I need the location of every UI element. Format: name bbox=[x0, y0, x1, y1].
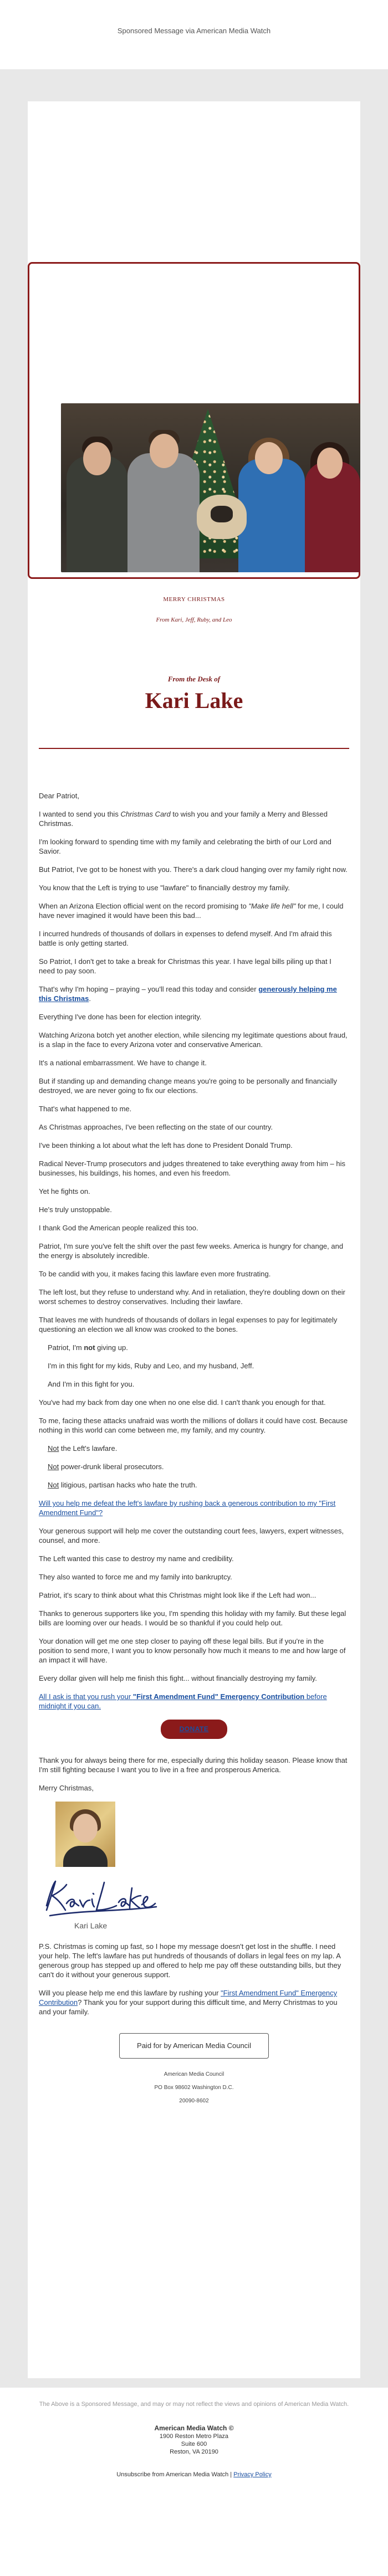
footer-addr-line: Reston, VA 20190 bbox=[170, 2449, 218, 2455]
indented-line: Patriot, I'm not giving up. bbox=[48, 1343, 128, 1352]
paragraph: But Patriot, I've got to be honest with you. There's a dark cloud hanging over my family right now. bbox=[39, 865, 348, 874]
kari-lake-portrait bbox=[55, 1802, 115, 1867]
footer-addr-line: 1900 Reston Metro Plaza bbox=[159, 2433, 229, 2440]
footer-links: Unsubscribe from American Media Watch | Privacy Policy bbox=[116, 2471, 272, 2478]
sponsored-disclaimer: The Above is a Sponsored Message, and may or may not reflect the views and opinions of American Media Watch. bbox=[39, 2401, 349, 2408]
paragraph: I'm looking forward to spending time with my family and celebrating the birth of our Lord and Savior. bbox=[39, 838, 331, 855]
paragraph bbox=[39, 1692, 349, 1711]
paid-zip: 20090-8602 bbox=[179, 2098, 209, 2104]
footer-addr-line: Suite 600 bbox=[181, 2441, 207, 2447]
letter-body bbox=[39, 791, 349, 2105]
footer-org: American Media Watch © bbox=[154, 2424, 234, 2432]
donate-wrap bbox=[39, 1720, 349, 1739]
paid-po-box: PO Box 98602 Washington D.C. bbox=[154, 2085, 234, 2091]
paragraph: As Christmas approaches, I've been reflecting on the state of our country. bbox=[39, 1123, 273, 1131]
indented-line: And I'm in this fight for you. bbox=[48, 1380, 135, 1388]
paragraph: Thank you for always being there for me, especially during this holiday season. Please know that I'm still fighting because I want you to live in a free and prosperous America. bbox=[39, 1756, 348, 1774]
card-caption-names: From Kari, Jeff, Ruby, and Leo bbox=[156, 617, 232, 623]
indented-line: Not litigious, partisan hacks who hate the truth. bbox=[48, 1481, 197, 1489]
paragraph: He's truly unstoppable. bbox=[39, 1205, 112, 1214]
indented-line: Not the Left's lawfare. bbox=[48, 1444, 118, 1453]
donate-link[interactable]: generously helping me this Christmas bbox=[39, 985, 337, 1003]
paid-for-box: Paid for by American Media Council bbox=[119, 2033, 269, 2059]
paragraph: That leaves me with hundreds of thousands of dollars in legal expenses to pay for legitimately questioning an election we all know was crooked to the bones. bbox=[39, 1316, 338, 1333]
unsubscribe-link[interactable]: Unsubscribe from American Media Watch bbox=[116, 2471, 229, 2478]
paragraph: I've been thinking a lot about what the left has done to President Donald Trump. bbox=[39, 1141, 293, 1150]
emergency-contribution-link[interactable]: All I ask is that you rush your "First Amendment Fund" Emergency Contribution before midnight if you can. bbox=[39, 1692, 327, 1710]
paragraph: When an Arizona Election official went on the record promising to "Make life hell" for me, I could have never imagined it would have been this bad... bbox=[39, 902, 344, 920]
paragraph: Your generous support will help me cover the outstanding court fees, lawyers, expert witnesses, counsel, and more. bbox=[39, 1527, 344, 1544]
paragraph: It's a national embarrassment. We have to change it. bbox=[39, 1059, 207, 1067]
greeting: Dear Patriot, bbox=[39, 792, 79, 800]
first-amendment-fund-link[interactable]: Will you help me defeat the left's lawfare by rushing back a generous contribution to my "First Amendment Fund"? bbox=[39, 1499, 336, 1517]
paragraph: Patriot, it's scary to think about what this Christmas might look like if the Left had won... bbox=[39, 1591, 316, 1599]
desk-name-heading: Kari Lake bbox=[145, 688, 243, 713]
paragraph: You've had my back from day one when no one else did. I can't thank you enough for that. bbox=[39, 1398, 326, 1407]
donate-button[interactable]: DONATE bbox=[161, 1720, 228, 1739]
email-card bbox=[28, 101, 360, 2378]
indented-line: I'm in this fight for my kids, Ruby and Leo, and my husband, Jeff. bbox=[48, 1362, 254, 1370]
paragraph: To me, facing these attacks unafraid was worth the millions of dollars it could have cost. Because nothing in this world can come between me, my family, and my country. bbox=[39, 1417, 348, 1434]
paragraph: I incurred hundreds of thousands of dollars in expenses to defend myself. And I'm afraid this battle is only getting started. bbox=[39, 930, 332, 947]
paragraph: I thank God the American people realized this too. bbox=[39, 1224, 198, 1232]
paragraph: That's what happened to me. bbox=[39, 1105, 132, 1113]
postscript: Will you please help me end this lawfare by rushing your "First Amendment Fund" Emergency Contribution? Thank you for your support during this difficult time, and Merry Christmas to you and your family. bbox=[39, 1989, 338, 2016]
paragraph: Everything I've done has been for election integrity. bbox=[39, 1013, 202, 1021]
paragraph: Yet he fights on. bbox=[39, 1187, 90, 1195]
card-caption-title: MERRY CHRISTMAS bbox=[163, 596, 225, 603]
divider bbox=[39, 748, 349, 749]
paragraph: Every dollar given will help me finish this fight... without financially destroying my family. bbox=[39, 1674, 317, 1682]
paragraph: You know that the Left is trying to use "lawfare" to financially destroy my family. bbox=[39, 884, 290, 892]
signature-image bbox=[39, 1871, 161, 1921]
paragraph: Patriot, I'm sure you've felt the shift over the past few weeks. America is hungry for change, and the energy is absolutely incredible. bbox=[39, 1242, 344, 1260]
paragraph: Radical Never-Trump prosecutors and judges threatened to take everything away from him – his businesses, his buildings, his homes, and even his freedom. bbox=[39, 1159, 346, 1177]
desk-from-label: From the Desk of bbox=[167, 675, 221, 683]
paragraph: To be candid with you, it makes facing this lawfare even more frustrating. bbox=[39, 1270, 271, 1278]
signature-name: Kari Lake bbox=[74, 1921, 108, 1930]
paid-org-lines bbox=[39, 2071, 349, 2105]
paragraph: Thanks to generous supporters like you, I'm spending this holiday with my family. But these legal bills are looming over our heads. I would be so thankful if you could help out. bbox=[39, 1609, 346, 1627]
paragraph: So Patriot, I don't get to take a break for Christmas this year. I have legal bills piling up that I need to pay soon. bbox=[39, 957, 331, 975]
family-photo bbox=[61, 403, 360, 572]
paragraph: I wanted to send you this Christmas Card to wish you and your family a Merry and Blessed Christmas. bbox=[39, 810, 328, 828]
paragraph: Watching Arizona botch yet another election, while silencing my legitimate questions about fraud, is a slap in the face to every Arizona voter and conservative American. bbox=[39, 1031, 348, 1049]
paid-org-name: American Media Council bbox=[164, 2071, 224, 2077]
paragraph: The Left wanted this case to destroy my name and credibility. bbox=[39, 1554, 234, 1563]
signature bbox=[39, 1871, 349, 1921]
footer-address bbox=[11, 2424, 377, 2456]
paragraph: That's why I'm hoping – praying – you'll read this today and consider generously helping me this Christmas. bbox=[39, 985, 337, 1003]
footer bbox=[0, 2388, 388, 2478]
paragraph: But if standing up and demanding change means you're going to be personally and financially destroyed, we are never going to fix our elections. bbox=[39, 1077, 338, 1095]
indented-line: Not power-drunk liberal prosecutors. bbox=[48, 1463, 164, 1471]
closing: Merry Christmas, bbox=[39, 1784, 94, 1792]
sponsored-text: Sponsored Message via American Media Watch bbox=[117, 27, 271, 35]
paragraph bbox=[39, 1499, 349, 1517]
privacy-policy-link[interactable]: Privacy Policy bbox=[233, 2471, 272, 2478]
ps-contribution-link[interactable]: "First Amendment Fund" Emergency Contribution bbox=[39, 1989, 338, 2007]
paragraph: The left lost, but they refuse to understand why. And in retaliation, they're doubling down on their worst schemes to destroy conservatives. Including their lawfare. bbox=[39, 1288, 345, 1306]
paragraph: They also wanted to force me and my family into bankruptcy. bbox=[39, 1573, 232, 1581]
postscript: P.S. Christmas is coming up fast, so I hope my message doesn't get lost in the shuffle. I need your help. The left's lawfare has put hundreds of thousands of dollars in legal fees on my lap. A generous group has stepped up and offered to help me pay off these outstanding bills, but they can't do it without your generous support. bbox=[39, 1942, 341, 1979]
paragraph: Your donation will get me one step closer to paying off these legal bills. But if you're in the position to send more, I want you to know personally how much it means to me and how large of an impact it will have. bbox=[39, 1637, 346, 1664]
email-background bbox=[0, 69, 388, 2388]
sponsored-banner bbox=[0, 0, 388, 69]
